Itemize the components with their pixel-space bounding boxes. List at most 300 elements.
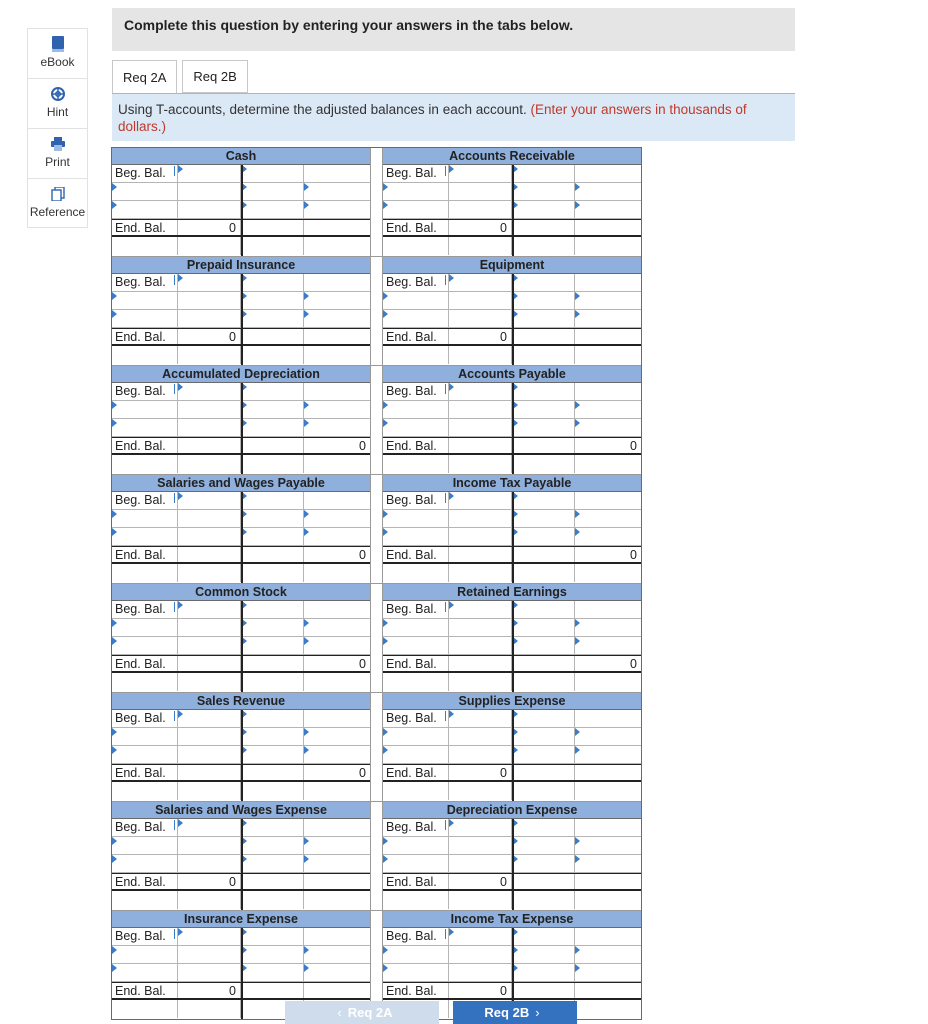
end-bal-label: End. Bal.	[112, 220, 178, 235]
debit-label-select[interactable]	[383, 964, 449, 981]
blank-cell	[178, 564, 241, 582]
hint-button[interactable]	[27, 78, 88, 128]
credit-label-select[interactable]	[241, 619, 304, 636]
beg-bal-label: Beg. Bal.	[112, 928, 178, 945]
next-req-label: Req 2B	[484, 1005, 530, 1020]
tab-req-2a[interactable]: Req 2A	[112, 60, 177, 94]
debit-label-select[interactable]	[112, 855, 178, 872]
debit-input[interactable]	[449, 274, 512, 291]
end-bal-label: End. Bal.	[112, 329, 178, 344]
debit-label-select[interactable]	[383, 201, 449, 218]
debit-label-select[interactable]	[383, 292, 449, 309]
end-bal-blank[interactable]	[512, 874, 575, 889]
blank-cell	[241, 237, 304, 255]
credit-input[interactable]	[512, 928, 575, 945]
credit-amount-input[interactable]	[575, 383, 641, 400]
debit-input[interactable]	[449, 601, 512, 618]
debit-input[interactable]	[449, 946, 512, 963]
debit-input[interactable]	[178, 746, 241, 763]
debit-input[interactable]	[178, 837, 241, 854]
credit-input[interactable]	[241, 601, 304, 618]
prev-req-label: Req 2A	[347, 1005, 393, 1020]
credit-input[interactable]	[575, 401, 641, 418]
debit-input[interactable]	[178, 201, 241, 218]
t-account-divider	[512, 819, 514, 910]
debit-label-select[interactable]	[112, 637, 178, 654]
debit-label-select[interactable]	[112, 837, 178, 854]
credit-label-select[interactable]	[241, 855, 304, 872]
blank-cell	[512, 455, 575, 473]
credit-input[interactable]	[575, 728, 641, 745]
debit-input[interactable]	[178, 928, 241, 945]
debit-label-select[interactable]	[383, 419, 449, 436]
beg-bal-label: Beg. Bal.	[383, 819, 449, 836]
credit-amount-input[interactable]	[304, 274, 370, 291]
t-account-pair	[112, 583, 641, 692]
credit-input[interactable]	[575, 183, 641, 200]
debit-label-select[interactable]	[112, 510, 178, 527]
end-bal-label: End. Bal.	[383, 220, 449, 235]
printer-icon	[50, 136, 66, 152]
end-bal-blank[interactable]	[241, 438, 304, 453]
debit-input[interactable]	[449, 183, 512, 200]
debit-input[interactable]	[178, 492, 241, 509]
debit-input[interactable]	[178, 383, 241, 400]
credit-input[interactable]	[512, 710, 575, 727]
print-button[interactable]	[27, 128, 88, 178]
blank-cell	[112, 564, 178, 582]
credit-amount-input[interactable]	[575, 165, 641, 182]
credit-input[interactable]	[575, 946, 641, 963]
end-bal-credit: 0	[359, 657, 366, 671]
credit-input[interactable]	[575, 528, 641, 545]
debit-input[interactable]	[178, 165, 241, 182]
credit-label-select[interactable]	[512, 728, 575, 745]
column-gap	[370, 475, 383, 583]
debit-label-select[interactable]	[112, 746, 178, 763]
debit-label-select[interactable]	[112, 419, 178, 436]
end-bal-credit[interactable]	[575, 329, 641, 344]
credit-input[interactable]	[512, 274, 575, 291]
credit-label-select[interactable]	[241, 728, 304, 745]
debit-input[interactable]	[449, 383, 512, 400]
credit-label-select[interactable]	[241, 401, 304, 418]
debit-input[interactable]	[178, 601, 241, 618]
credit-input[interactable]	[241, 819, 304, 836]
debit-label-select[interactable]	[383, 728, 449, 745]
debit-label-select[interactable]	[383, 619, 449, 636]
credit-amount-input[interactable]	[575, 710, 641, 727]
debit-input[interactable]	[449, 292, 512, 309]
credit-amount-input[interactable]	[304, 819, 370, 836]
credit-input[interactable]	[241, 165, 304, 182]
debit-label-select[interactable]	[383, 637, 449, 654]
credit-input[interactable]	[512, 819, 575, 836]
debit-label-select[interactable]	[112, 401, 178, 418]
credit-label-select[interactable]	[512, 201, 575, 218]
credit-input[interactable]	[304, 183, 370, 200]
credit-input[interactable]	[304, 855, 370, 872]
debit-input[interactable]	[449, 310, 512, 327]
debit-input[interactable]	[178, 819, 241, 836]
debit-input[interactable]	[449, 419, 512, 436]
end-bal-credit[interactable]	[304, 983, 370, 998]
blank-cell	[575, 346, 641, 364]
end-bal-blank[interactable]	[241, 656, 304, 671]
blank-cell	[449, 455, 512, 473]
credit-input[interactable]	[304, 201, 370, 218]
end-bal-debit[interactable]	[449, 547, 512, 562]
credit-amount-input[interactable]	[304, 710, 370, 727]
beg-bal-label: Beg. Bal.	[112, 492, 178, 509]
beg-bal-label: Beg. Bal.	[112, 274, 178, 291]
credit-input[interactable]	[512, 601, 575, 618]
debit-label-select[interactable]	[112, 292, 178, 309]
debit-input[interactable]	[449, 201, 512, 218]
end-bal-debit[interactable]	[449, 656, 512, 671]
next-req-button[interactable]	[453, 1001, 577, 1024]
end-bal-blank[interactable]	[512, 656, 575, 671]
end-bal-blank[interactable]	[241, 765, 304, 780]
blank-cell	[383, 891, 449, 909]
debit-input[interactable]	[178, 292, 241, 309]
credit-input[interactable]	[304, 964, 370, 981]
debit-input[interactable]	[449, 855, 512, 872]
end-bal-blank[interactable]	[512, 983, 575, 998]
end-bal-blank[interactable]	[241, 220, 304, 235]
end-bal-debit[interactable]	[178, 765, 241, 780]
credit-input[interactable]	[241, 492, 304, 509]
debit-label-select[interactable]	[383, 310, 449, 327]
debit-input[interactable]	[449, 492, 512, 509]
debit-label-select[interactable]	[383, 746, 449, 763]
end-bal-label: End. Bal.	[383, 656, 449, 671]
end-bal-debit[interactable]	[178, 438, 241, 453]
credit-input[interactable]	[512, 492, 575, 509]
debit-label-select[interactable]	[383, 528, 449, 545]
debit-input[interactable]	[449, 510, 512, 527]
credit-input[interactable]	[304, 637, 370, 654]
credit-amount-input[interactable]	[575, 492, 641, 509]
blank-cell	[241, 782, 304, 800]
debit-label-select[interactable]	[383, 401, 449, 418]
t-account-divider	[241, 601, 243, 692]
credit-input[interactable]	[575, 201, 641, 218]
t-account-title: Common Stock	[112, 584, 370, 601]
credit-input[interactable]	[304, 292, 370, 309]
t-account	[383, 366, 641, 474]
blank-cell	[112, 1000, 178, 1018]
end-bal-blank[interactable]	[241, 874, 304, 889]
debit-label-select[interactable]	[112, 201, 178, 218]
debit-label-select[interactable]	[383, 510, 449, 527]
credit-input[interactable]	[304, 728, 370, 745]
t-account	[112, 475, 370, 583]
reference-button[interactable]	[27, 178, 88, 228]
blank-cell	[304, 673, 370, 691]
document-copy-icon	[50, 186, 66, 202]
credit-label-select[interactable]	[512, 528, 575, 545]
credit-label-select[interactable]	[512, 855, 575, 872]
credit-label-select[interactable]	[241, 746, 304, 763]
blank-cell	[575, 891, 641, 909]
debit-input[interactable]	[178, 183, 241, 200]
debit-input[interactable]	[449, 837, 512, 854]
credit-amount-input[interactable]	[304, 383, 370, 400]
debit-input[interactable]	[449, 637, 512, 654]
credit-amount-input[interactable]	[575, 274, 641, 291]
blank-cell	[304, 564, 370, 582]
beg-bal-label: Beg. Bal.	[112, 710, 178, 727]
credit-amount-input[interactable]	[575, 819, 641, 836]
credit-input[interactable]	[575, 292, 641, 309]
debit-input[interactable]	[449, 746, 512, 763]
blank-cell	[512, 564, 575, 582]
blank-cell	[112, 673, 178, 691]
credit-label-select[interactable]	[512, 510, 575, 527]
credit-label-select[interactable]	[512, 964, 575, 981]
blank-cell	[178, 782, 241, 800]
column-gap	[370, 366, 383, 474]
credit-input[interactable]	[304, 528, 370, 545]
end-bal-blank[interactable]	[512, 220, 575, 235]
debit-input[interactable]	[178, 274, 241, 291]
end-bal-debit[interactable]	[449, 438, 512, 453]
credit-input[interactable]	[304, 510, 370, 527]
credit-input[interactable]	[304, 310, 370, 327]
end-bal-credit: 0	[630, 657, 637, 671]
instruction-panel	[112, 94, 795, 141]
credit-input[interactable]	[575, 855, 641, 872]
debit-input[interactable]	[178, 855, 241, 872]
credit-input[interactable]	[241, 710, 304, 727]
credit-amount-input[interactable]	[304, 601, 370, 618]
credit-amount-input[interactable]	[575, 601, 641, 618]
end-bal-debit[interactable]	[178, 656, 241, 671]
tab-req-2b[interactable]: Req 2B	[182, 60, 247, 93]
credit-amount-input[interactable]	[304, 165, 370, 182]
t-account	[112, 148, 370, 256]
credit-label-select[interactable]	[241, 183, 304, 200]
credit-label-select[interactable]	[512, 183, 575, 200]
column-gap	[370, 148, 383, 256]
debit-input[interactable]	[449, 728, 512, 745]
debit-input[interactable]	[449, 928, 512, 945]
end-bal-debit: 0	[178, 329, 241, 344]
end-bal-blank[interactable]	[512, 329, 575, 344]
debit-input[interactable]	[449, 710, 512, 727]
blank-cell	[575, 782, 641, 800]
credit-label-select[interactable]	[512, 310, 575, 327]
t-account	[383, 584, 641, 692]
credit-input[interactable]	[304, 419, 370, 436]
blank-cell	[304, 782, 370, 800]
end-bal-blank[interactable]	[512, 438, 575, 453]
t-account-divider	[241, 383, 243, 474]
credit-label-select[interactable]	[241, 528, 304, 545]
book-icon	[50, 36, 66, 52]
debit-label-select[interactable]	[112, 946, 178, 963]
credit-amount-input[interactable]	[575, 928, 641, 945]
end-bal-debit: 0	[449, 983, 512, 998]
credit-label-select[interactable]	[512, 637, 575, 654]
t-account-divider	[241, 819, 243, 910]
end-bal-credit[interactable]	[304, 874, 370, 889]
credit-label-select[interactable]	[241, 946, 304, 963]
debit-label-select[interactable]	[383, 837, 449, 854]
credit-input[interactable]	[575, 310, 641, 327]
end-bal-label: End. Bal.	[112, 438, 178, 453]
t-account-title: Sales Revenue	[112, 693, 370, 710]
debit-label-select[interactable]	[112, 528, 178, 545]
t-account	[112, 584, 370, 692]
credit-input[interactable]	[575, 637, 641, 654]
credit-input[interactable]	[575, 619, 641, 636]
t-account-title: Equipment	[383, 257, 641, 274]
credit-label-select[interactable]	[512, 401, 575, 418]
credit-amount-input[interactable]	[304, 492, 370, 509]
debit-label-select[interactable]	[112, 964, 178, 981]
end-bal-credit[interactable]	[304, 220, 370, 235]
blank-cell	[575, 455, 641, 473]
end-bal-blank[interactable]	[241, 547, 304, 562]
end-bal-debit: 0	[449, 765, 512, 780]
credit-input[interactable]	[241, 274, 304, 291]
credit-label-select[interactable]	[241, 292, 304, 309]
credit-label-select[interactable]	[512, 619, 575, 636]
debit-input[interactable]	[178, 510, 241, 527]
end-bal-credit[interactable]	[304, 329, 370, 344]
instruction-text: Using T-accounts, determine the adjusted balances in each account.	[118, 102, 527, 117]
end-bal-credit[interactable]	[575, 220, 641, 235]
end-bal-blank[interactable]	[512, 765, 575, 780]
credit-label-select[interactable]	[241, 837, 304, 854]
debit-input[interactable]	[178, 619, 241, 636]
credit-input[interactable]	[304, 619, 370, 636]
debit-input[interactable]	[178, 419, 241, 436]
end-bal-blank[interactable]	[241, 329, 304, 344]
credit-label-select[interactable]	[241, 510, 304, 527]
credit-label-select[interactable]	[241, 310, 304, 327]
lifebuoy-icon	[50, 86, 66, 102]
credit-input[interactable]	[304, 837, 370, 854]
end-bal-blank[interactable]	[241, 983, 304, 998]
debit-input[interactable]	[178, 528, 241, 545]
debit-input[interactable]	[449, 528, 512, 545]
credit-input[interactable]	[575, 964, 641, 981]
credit-label-select[interactable]	[241, 637, 304, 654]
chevron-left-icon: ‹	[337, 1005, 342, 1020]
t-account-title: Prepaid Insurance	[112, 257, 370, 274]
reference-label: Reference	[29, 205, 86, 219]
debit-label-select[interactable]	[112, 183, 178, 200]
blank-cell	[449, 564, 512, 582]
debit-input[interactable]	[449, 964, 512, 981]
debit-label-select[interactable]	[112, 310, 178, 327]
blank-cell	[575, 564, 641, 582]
t-account-title: Income Tax Payable	[383, 475, 641, 492]
credit-input[interactable]	[241, 383, 304, 400]
credit-input[interactable]	[575, 746, 641, 763]
credit-input[interactable]	[304, 746, 370, 763]
credit-label-select[interactable]	[241, 201, 304, 218]
blank-cell	[383, 564, 449, 582]
end-bal-credit[interactable]	[575, 983, 641, 998]
debit-label-select[interactable]	[383, 183, 449, 200]
end-bal-blank[interactable]	[512, 547, 575, 562]
credit-input[interactable]	[304, 401, 370, 418]
t-account-title: Retained Earnings	[383, 584, 641, 601]
beg-bal-label: Beg. Bal.	[112, 165, 178, 182]
t-account-divider	[241, 492, 243, 583]
debit-input[interactable]	[178, 401, 241, 418]
debit-input[interactable]	[178, 964, 241, 981]
t-account-divider	[512, 601, 514, 692]
credit-label-select[interactable]	[512, 292, 575, 309]
debit-input[interactable]	[178, 946, 241, 963]
credit-label-select[interactable]	[512, 746, 575, 763]
t-account-divider	[512, 165, 514, 256]
debit-label-select[interactable]	[383, 946, 449, 963]
debit-label-select[interactable]	[112, 728, 178, 745]
credit-label-select[interactable]	[512, 946, 575, 963]
debit-input[interactable]	[449, 619, 512, 636]
end-bal-label: End. Bal.	[112, 547, 178, 562]
end-bal-credit[interactable]	[575, 874, 641, 889]
t-account	[383, 148, 641, 256]
credit-input[interactable]	[512, 383, 575, 400]
t-account-divider	[241, 928, 243, 1019]
blank-cell	[241, 346, 304, 364]
debit-label-select[interactable]	[383, 855, 449, 872]
end-bal-label: End. Bal.	[112, 656, 178, 671]
credit-input[interactable]	[575, 837, 641, 854]
debit-label-select[interactable]	[112, 619, 178, 636]
end-bal-debit: 0	[449, 220, 512, 235]
blank-cell	[112, 346, 178, 364]
debit-input[interactable]	[178, 728, 241, 745]
ebook-button[interactable]	[27, 28, 88, 78]
credit-label-select[interactable]	[512, 419, 575, 436]
credit-input[interactable]	[512, 165, 575, 182]
credit-amount-input[interactable]	[304, 928, 370, 945]
credit-label-select[interactable]	[512, 837, 575, 854]
blank-cell	[449, 346, 512, 364]
debit-input[interactable]	[449, 401, 512, 418]
credit-input[interactable]	[575, 419, 641, 436]
credit-input[interactable]	[575, 510, 641, 527]
end-bal-credit[interactable]	[575, 765, 641, 780]
t-account-title: Income Tax Expense	[383, 911, 641, 928]
t-account-divider	[241, 274, 243, 365]
blank-cell	[383, 673, 449, 691]
t-account-title: Accumulated Depreciation	[112, 366, 370, 383]
prev-req-button[interactable]	[285, 1001, 439, 1024]
credit-input[interactable]	[304, 946, 370, 963]
debit-input[interactable]	[178, 637, 241, 654]
debit-input[interactable]	[449, 819, 512, 836]
debit-input[interactable]	[178, 310, 241, 327]
debit-input[interactable]	[178, 710, 241, 727]
end-bal-debit[interactable]	[178, 547, 241, 562]
credit-label-select[interactable]	[241, 964, 304, 981]
end-bal-debit: 0	[449, 329, 512, 344]
debit-input[interactable]	[449, 165, 512, 182]
blank-cell	[304, 237, 370, 255]
credit-label-select[interactable]	[241, 419, 304, 436]
t-account-pair	[112, 801, 641, 910]
credit-input[interactable]	[241, 928, 304, 945]
